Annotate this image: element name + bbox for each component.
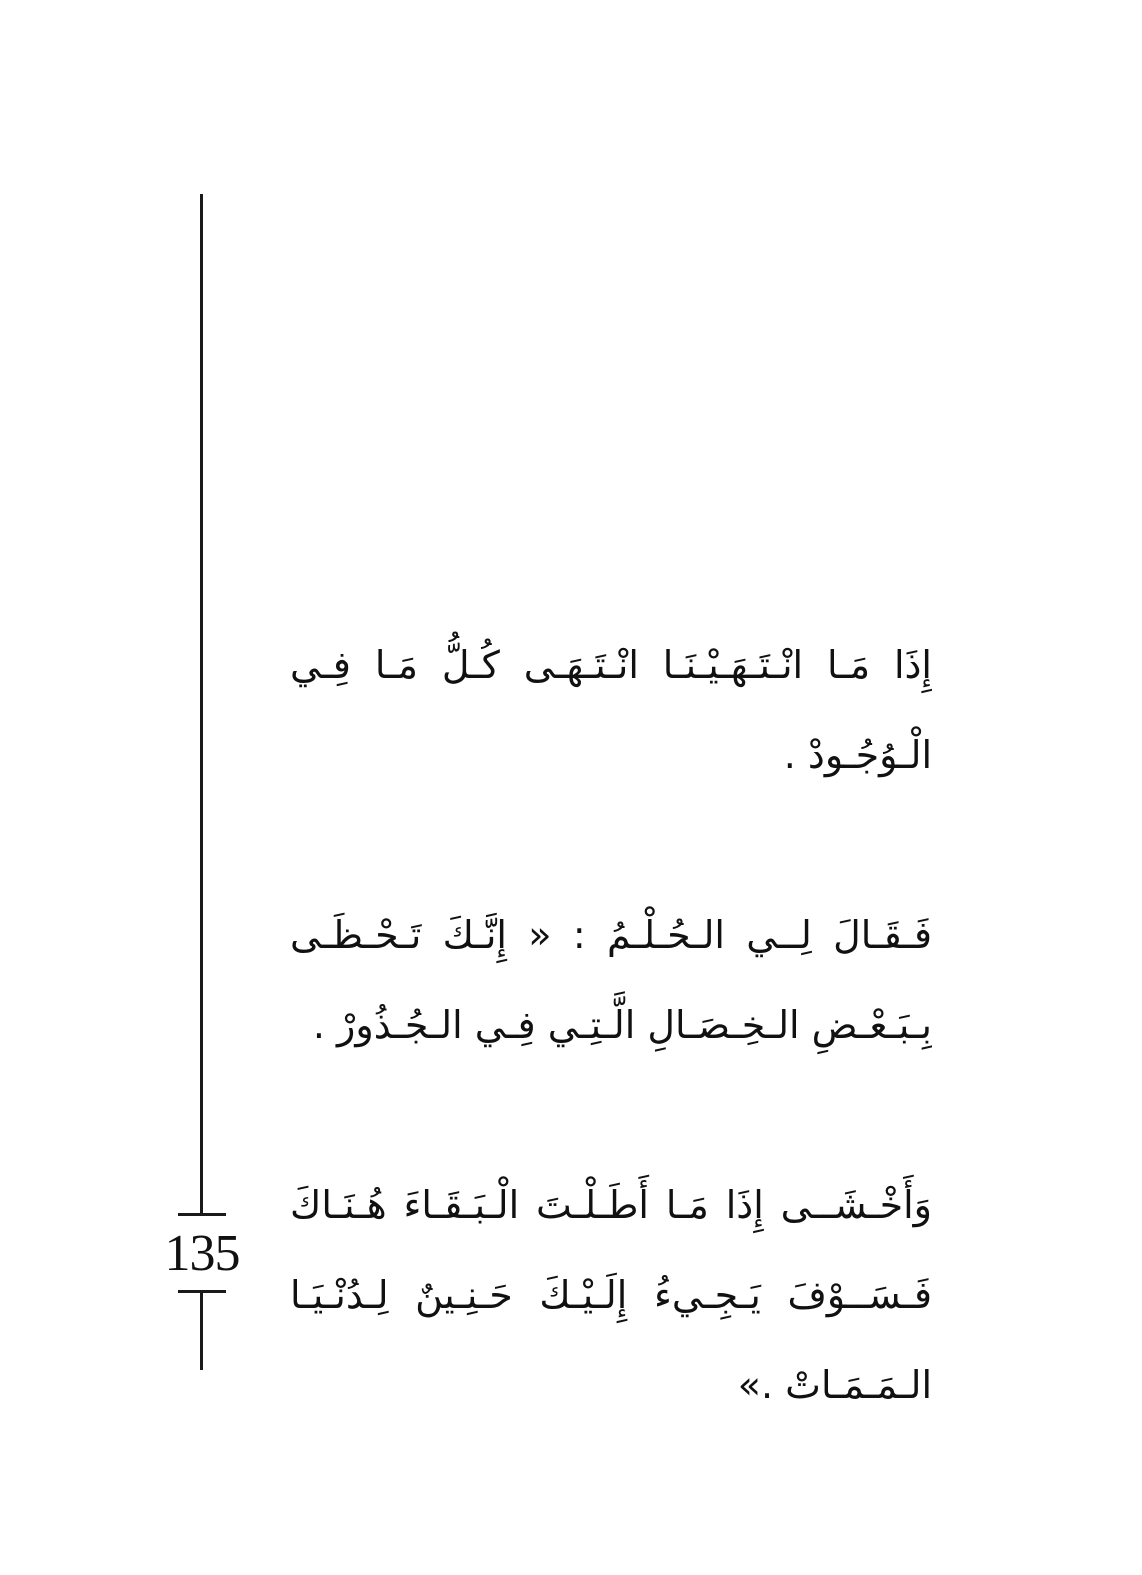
page-number: 135	[164, 1225, 240, 1282]
stanza	[290, 890, 932, 1070]
poem-line: بِـبَـعْـضِ الـخِـصَـالِ الَّـتِـي فِـي الـجُـذُورْ .	[312, 1003, 932, 1047]
poem-text	[290, 620, 932, 1430]
stanza	[290, 620, 932, 800]
stanza	[290, 1160, 932, 1430]
stanza-gap	[290, 1070, 932, 1160]
poem-line: فَـقَـالَ لِــي الـحُـلْـمُ : « إِنَّـكَ تَـحْـظَـى	[290, 913, 932, 957]
poem-line: إِذَا مَـا انْـتَـهَـيْـنَـا انْـتَـهَـى كُـلُّ مَـا فِـي	[290, 643, 932, 687]
poem-line: فَـسَــوْفَ يَـجِـيءُ إِلَـيْـكَ حَـنِـينٌ لِـدُنْـيَـا	[290, 1273, 932, 1317]
poem-line: الـمَـمَـاتْ .»	[737, 1363, 932, 1407]
stanza-gap	[290, 800, 932, 890]
poem-line: وَأَخْـشَــى إِذَا مَـا أَطَـلْـتَ الْـبَـقَـاءَ هُـنَـاكَ	[290, 1183, 932, 1227]
margin-rule-upper	[200, 194, 203, 1214]
margin-rule-lower	[200, 1292, 203, 1370]
poem-line: الْـوُجُـودْ .	[783, 733, 932, 777]
page-number-tick-upper	[178, 1213, 226, 1216]
